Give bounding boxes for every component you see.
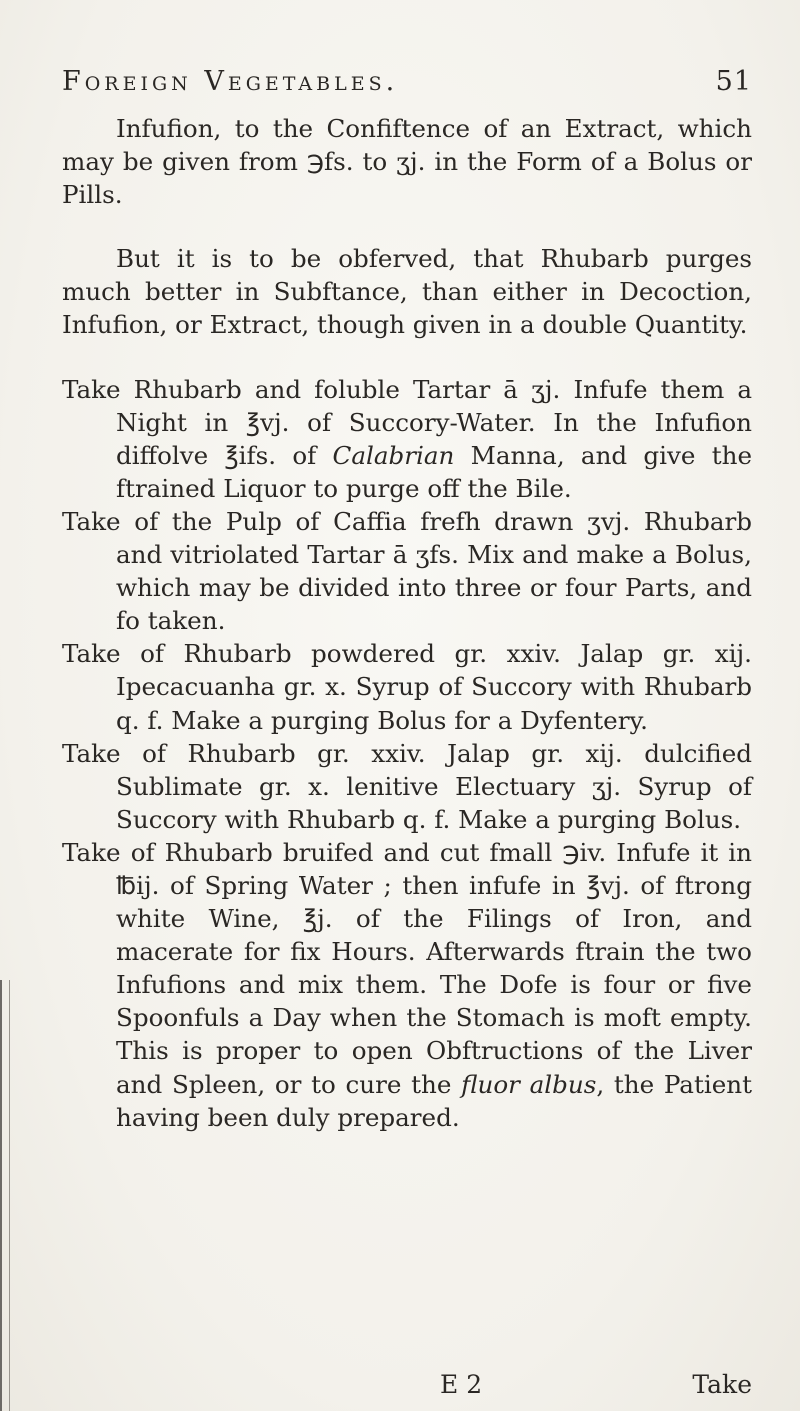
running-title: Foreign Vegetables.	[62, 66, 399, 97]
page-footer	[62, 1370, 752, 1404]
paragraph-2: But it is to be obferved, that Rhubarb purges much better in Subftance, than either in Decoction, Infufion, or Extract, though given in a double Quantity.	[62, 244, 752, 340]
recipe-2: Take of the Pulp of Caffia frefh drawn ʒvj. Rhubarb and vitriolated Tartar ā ʒfs. Mix and make a Bolus, which may be divided into three or four Parts, and fo taken.	[62, 506, 752, 636]
recipe-5: Take of Rhubarb bruifed and cut fmall ℈iv. Infufe it in ℔ij. of Spring Water ; then infufe in ℥vj. of ftrong white Wine, ℥j. of the Filings of Iron, and macerate for fix Hours. Afterwards ftrain the two Infufions and mix them. The Dofe is four or five Spoonfuls a Day when the Stomach is moft empty. This is proper to open Obftructions of the Liver and Spleen, or to cure the fluor albus, the Patient having been duly prepared.	[62, 837, 752, 1132]
page-number: 51	[715, 66, 752, 97]
italic-fluor-albus: fluor albus	[461, 1069, 597, 1099]
signature-mark: E 2	[440, 1370, 483, 1399]
recipe-1: Take Rhubarb and foluble Tartar ā ʒj. Infufe them a Night in ℥vj. of Succory-Water. In the Infufion diffolve ℥ifs. of Calabrian Manna, and give the ftrained Liquor to purge off the Bile.	[62, 374, 752, 503]
italic-calabrian: Calabrian	[332, 440, 455, 470]
catchword: Take	[692, 1370, 752, 1399]
body-text	[62, 112, 752, 1134]
recipe-3: Take of Rhubarb powdered gr. xxiv. Jalap gr. xij. Ipecacuanha gr. x. Syrup of Succory with Rhubarb q. f. Make a purging Bolus for a Dyfentery.	[62, 639, 752, 735]
recipe-4: Take of Rhubarb gr. xxiv. Jalap gr. xij. dulcified Sublimate gr. x. lenitive Electuary ʒj. Syrup of Succory with Rhubarb q. f. Make a purging Bolus.	[62, 738, 752, 834]
running-head	[62, 66, 752, 106]
book-gutter-edge	[0, 980, 10, 1411]
paragraph-1: Infufion, to the Confiftence of an Extract, which may be given from ℈fs. to ʒj. in the Form of a Bolus or Pills.	[62, 114, 752, 210]
